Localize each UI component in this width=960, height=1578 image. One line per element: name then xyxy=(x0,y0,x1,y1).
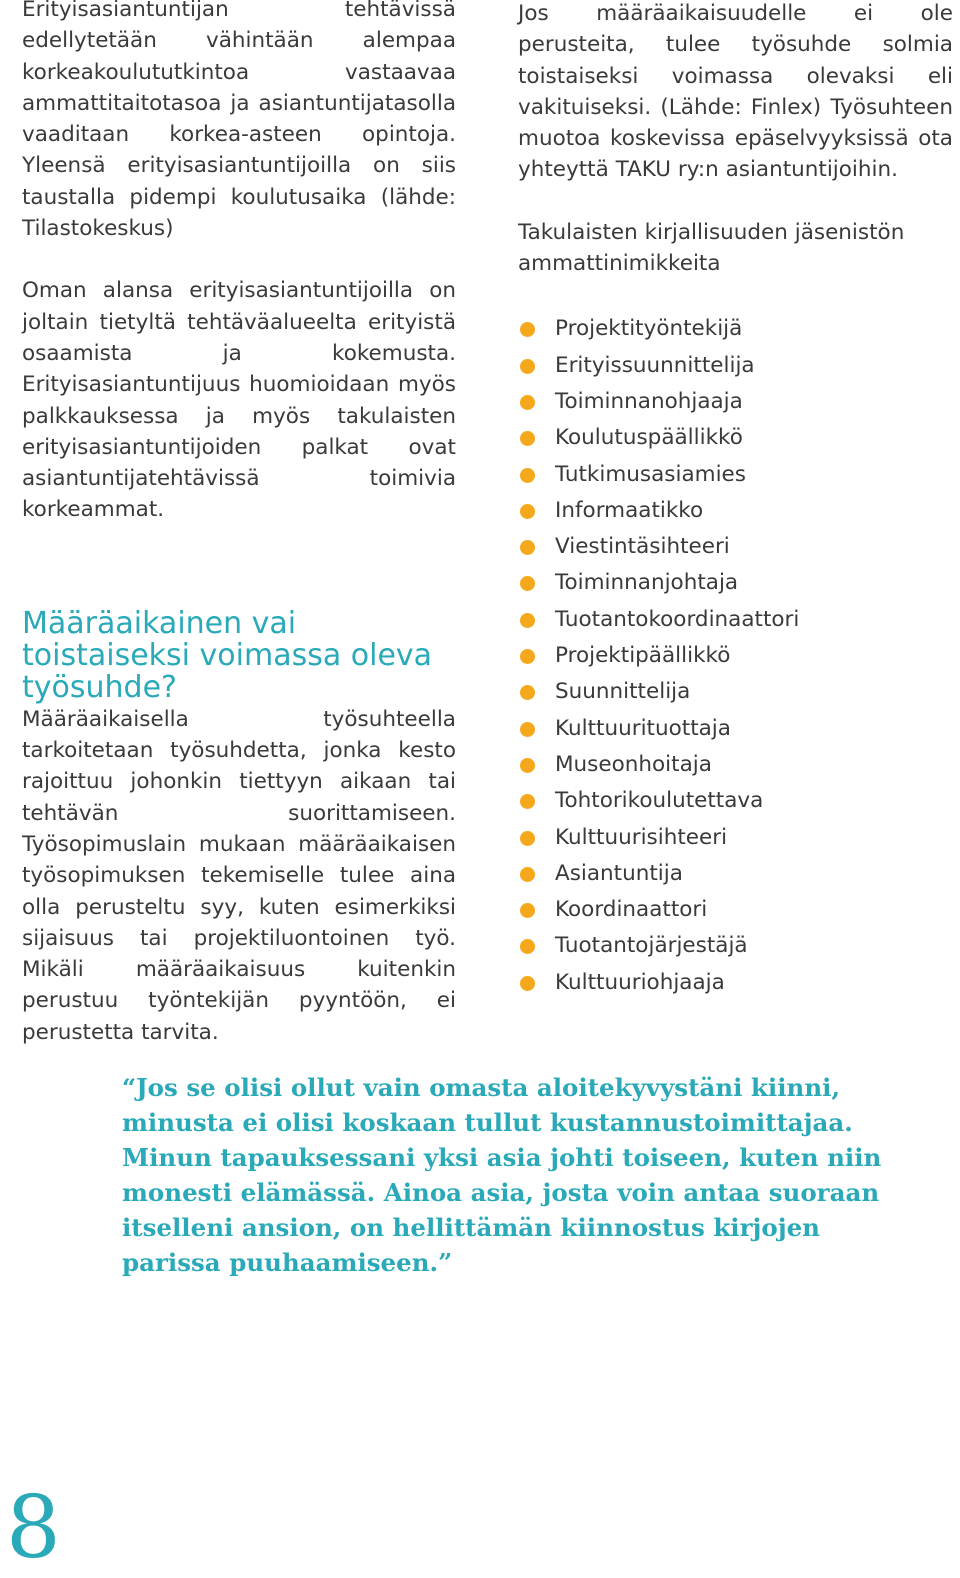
quote-line: monesti elämässä. Ainoa asia, josta voin antaa suoraan xyxy=(122,1178,880,1207)
quote-line: itselleni ansion, on hellittämän kiinnostus kirjojen xyxy=(122,1213,820,1242)
list-item xyxy=(518,424,953,460)
list-item-label: Asiantuntija xyxy=(555,860,683,886)
bullet-icon xyxy=(520,576,535,591)
page-number: 8 xyxy=(6,1478,61,1578)
list-item xyxy=(518,824,953,860)
bullet-icon xyxy=(520,540,535,555)
bullet-icon xyxy=(520,685,535,700)
list-item-label: Viestintäsihteeri xyxy=(555,534,730,560)
list-item xyxy=(518,715,953,751)
expertise-paragraph: Oman alansa erityisasiantuntijoilla on joltain tietyltä tehtäväalueelta erityistä osaamista ja kokemusta. Erityisasiantuntijuus huomioidaan myös palkkauksessa ja myös takulaisten erityisasiantuntijoiden palkat ovat asiantuntijatehtävissä toimivia korkeammat. xyxy=(22,278,456,523)
list-item xyxy=(518,497,953,533)
list-item xyxy=(518,787,953,823)
job-titles-list xyxy=(518,315,953,1005)
list-item xyxy=(518,569,953,605)
bullet-icon xyxy=(520,758,535,773)
list-item xyxy=(518,315,953,351)
list-item xyxy=(518,751,953,787)
bullet-icon xyxy=(520,722,535,737)
list-item xyxy=(518,533,953,569)
list-item-label: Toiminnanohjaaja xyxy=(555,388,743,414)
quote-line: parissa puuhaamiseen.” xyxy=(122,1248,453,1277)
bullet-icon xyxy=(520,867,535,882)
bullet-icon xyxy=(520,395,535,410)
list-item-label: Toiminnanjohtaja xyxy=(555,570,739,596)
quote-line: Minun tapauksessani yksi asia johti toiseen, kuten niin xyxy=(122,1143,882,1172)
bullet-icon xyxy=(520,831,535,846)
list-item-label: Koordinaattori xyxy=(555,897,708,923)
bullet-icon xyxy=(520,613,535,628)
bullet-icon xyxy=(520,359,535,374)
job-titles-heading: Takulaisten kirjallisuuden jäsenistön ammattinimikkeita xyxy=(518,219,905,277)
bullet-icon xyxy=(520,322,535,337)
list-item-label: Koulutuspäällikkö xyxy=(555,425,743,451)
list-item-label: Informaatikko xyxy=(555,497,704,523)
list-item-label: Tuotantokoordinaattori xyxy=(555,606,800,632)
left-column xyxy=(22,0,456,1048)
list-item xyxy=(518,461,953,497)
list-item-label: Tuotantojärjestäjä xyxy=(555,933,748,959)
bullet-icon xyxy=(520,431,535,446)
bullet-icon xyxy=(520,939,535,954)
list-item-label: Kulttuurituottaja xyxy=(555,715,731,741)
list-item xyxy=(518,932,953,968)
list-item xyxy=(518,969,953,1005)
section-heading: Määräaikainen vai toistaiseksi voimassa oleva työsuhde? xyxy=(22,605,433,705)
bullet-icon xyxy=(520,649,535,664)
list-item-label: Suunnittelija xyxy=(555,679,691,705)
list-item-label: Museonhoitaja xyxy=(555,751,712,777)
list-item-label: Projektityöntekijä xyxy=(555,316,743,342)
list-item xyxy=(518,352,953,388)
list-item-label: Projektipäällikkö xyxy=(555,643,731,669)
list-item-label: Kulttuurisihteeri xyxy=(555,824,728,850)
list-item-label: Kulttuuriohjaaja xyxy=(555,969,725,995)
list-item xyxy=(518,388,953,424)
quote-line: minusta ei olisi koskaan tullut kustannustoimittajaa. xyxy=(122,1108,853,1137)
fixed-term-paragraph: Määräaikaisella työsuhteella tarkoitetaan työsuhdetta, jonka kesto rajoittuu johonkin tiettyyn aikaan tai tehtävän suorittamiseen. Työsopimuslain mukaan määräaikaisen työsopimuksen tekemiselle tulee aina olla perusteltu syy, kuten esimerkiksi sijaisuus tai projektiluontoinen työ. Mikäli määräaikaisuus kuitenkin perustuu työntekijän pyyntöön, ei perustetta tarvita. xyxy=(22,706,456,1045)
list-item xyxy=(518,896,953,932)
pull-quote xyxy=(122,1070,882,1280)
permanent-paragraph: Jos määräaikaisuudelle ei ole perusteita, tulee työsuhde solmia toistaiseksi voimassa olevaksi eli vakituiseksi. (Lähde: Finlex) Työsuhteen muotoa koskevissa epäselvyyksissä ota yhteyttä TAKU ry:n asiantuntijoihin. xyxy=(518,1,953,183)
bullet-icon xyxy=(520,794,535,809)
list-item xyxy=(518,606,953,642)
bullet-icon xyxy=(520,976,535,991)
quote-line: “Jos se olisi ollut vain omasta aloitekyvystäni kiinni, xyxy=(122,1073,840,1102)
list-item-label: Tohtorikoulutettava xyxy=(555,788,764,814)
bullet-icon xyxy=(520,903,535,918)
right-column xyxy=(518,0,953,1005)
intro-paragraph: Erityisasiantuntijan tehtävissä edellytetään vähintään alempaa korkeakoulututkintoa vastaavaa ammattitaitotasoa ja asiantuntijatasolla vaaditaan korkea-asteen opintoja. Yleensä erityisasiantuntijoilla on siis taustalla pidempi koulutusaika (lähde: Tilastokeskus) xyxy=(22,0,456,242)
bullet-icon xyxy=(520,468,535,483)
list-item xyxy=(518,642,953,678)
list-item-label: Erityissuunnittelija xyxy=(555,352,755,378)
list-item xyxy=(518,860,953,896)
list-item xyxy=(518,678,953,714)
list-item-label: Tutkimusasiamies xyxy=(555,461,746,487)
bullet-icon xyxy=(520,504,535,519)
